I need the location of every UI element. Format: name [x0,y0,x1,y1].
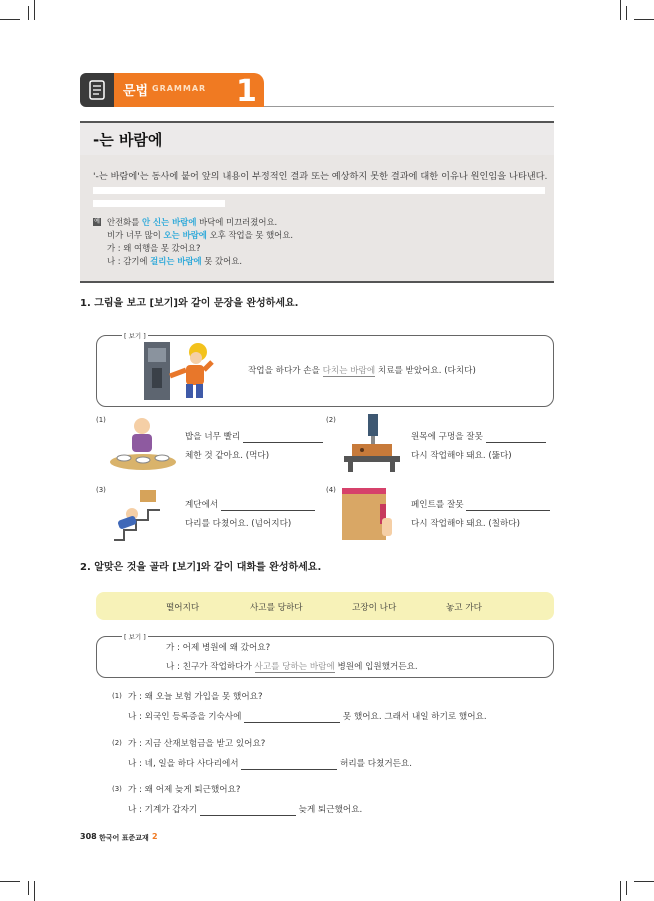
word-bank-item: 고장이 나다 [352,603,397,613]
crop-mark [620,0,621,20]
notebook-icon [80,73,114,107]
item-line2: 다시 작업해야 돼요. (칠하다) [411,519,520,529]
section2-instruction: 2. 알맞은 것을 골라 [보기]와 같이 대화를 완성하세요. [80,562,322,573]
crop-mark [34,0,35,20]
lesson-number: 1 [236,74,257,109]
section1-instruction: 1. 그림을 보고 [보기]와 같이 문장을 완성하세요. [80,298,299,309]
item-number: (4) [326,486,336,494]
header-subtitle: GRAMMAR [152,84,207,93]
grammar-title: -는 바람에 [93,131,163,149]
item-number: (3) [112,785,122,793]
header-title: 문법 [123,84,149,99]
dialogue-answer: 나 : 기계가 갑자기 늦게 퇴근했어요. [128,805,363,815]
example-dialogue-line: 나 : 친구가 작업하다가 사고를 당하는 바람에 병원에 입원했거든요. [166,662,418,672]
item-line1: 밥을 너무 빨리 [185,430,323,443]
dialogue-question: 가 : 왜 오늘 보험 가입을 못 했어요? [128,692,263,702]
redacted-line [93,200,225,207]
eating-fast-illustration [108,414,178,472]
dialogue-question: 가 : 지금 산재보험금을 받고 있어요? [128,739,266,749]
bogi-label: [ 보기 ] [124,332,146,340]
crop-mark [28,6,29,20]
dialogue-question: 가 : 왜 어제 늦게 퇴근했어요? [128,785,241,795]
example-marker: 예 [94,218,100,225]
item-line1: 원목에 구멍을 잘못 [411,430,546,443]
crop-mark [0,881,20,882]
dialogue-answer: 나 : 네, 일을 하다 사다리에서 허리를 다쳤거든요. [128,759,412,769]
book-title: 한국어 표준교재 [99,834,149,842]
item-number: (1) [112,692,122,700]
crop-mark [0,19,20,20]
word-bank-item: 놓고 가다 [446,603,482,613]
item-line2: 다리를 다쳤어요. (넘어지다) [185,519,292,529]
item-line1: 페인트를 잘못 [411,498,550,511]
word-bank-item: 사고를 당하다 [250,603,303,613]
item-number: (2) [326,416,336,424]
word-bank-item: 떨어지다 [166,603,200,613]
drilling-illustration [340,412,404,474]
header-divider [264,106,554,107]
crop-mark [620,881,621,901]
grammar-description: '-는 바람에'는 동사에 붙어 앞의 내용이 부정적인 결과 또는 예상하지 못한 결과에 대한 이유나 원인임을 나타낸다. [93,171,548,182]
crop-mark [626,881,627,895]
redacted-line [93,187,545,194]
item-line1: 계단에서 [185,498,315,511]
page-number: 308 [80,832,97,841]
section1-example-sentence: 작업을 하다가 손을 다치는 바람에 치료를 받았어요. (다치다) [248,366,476,376]
worker-injury-illustration [140,338,216,402]
book-volume: 2 [152,832,158,841]
crop-mark [626,6,627,20]
example-line: 나 : 감기에 걸리는 바람에 못 갔어요. [107,256,242,266]
item-line2: 다시 작업해야 돼요. (뚫다) [411,451,512,461]
example-line: 비가 너무 많이 오는 바람에 오후 작업을 못 했어요. [107,230,294,240]
example-dialogue-line: 가 : 어제 병원에 왜 갔어요? [166,643,271,653]
crop-mark [634,19,654,20]
item-line2: 체한 것 같아요. (먹다) [185,451,270,461]
item-number: (2) [112,739,122,747]
painting-illustration [340,484,404,544]
item-number: (3) [96,486,106,494]
item-number: (1) [96,416,106,424]
crop-mark [34,881,35,901]
bogi-label: [ 보기 ] [124,633,146,641]
crop-mark [634,881,654,882]
dialogue-answer: 나 : 외국인 등록증을 기숙사에 못 했어요. 그래서 내일 하기로 했어요. [128,712,487,722]
crop-mark [28,881,29,895]
example-line: 안전화를 안 신는 바람에 바닥에 미끄러졌어요. [107,217,278,227]
word-bank [96,592,554,620]
falling-stairs-illustration [110,484,176,544]
example-line: 가 : 왜 여행을 못 갔어요? [107,243,201,253]
